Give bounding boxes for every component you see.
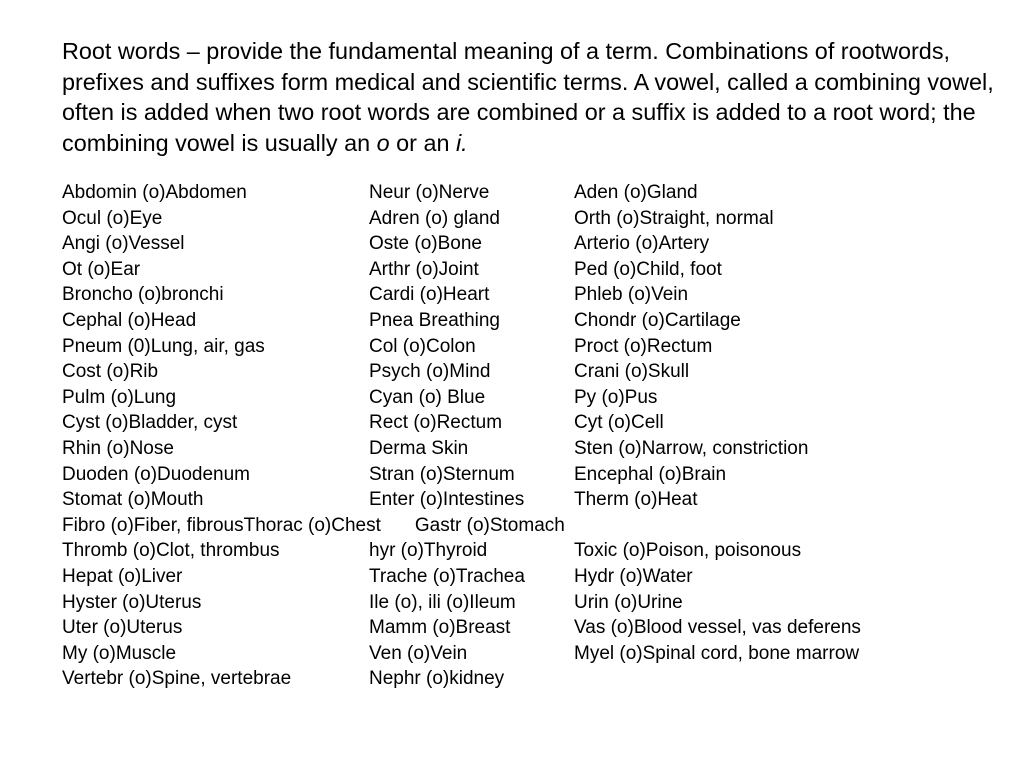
term-cell: hyr (o)Thyroid [369,540,488,562]
term-cell: Urin (o)Urine [574,591,683,613]
term-cell: Encephal (o)Brain [574,463,727,485]
intro-italic-o: o [376,129,390,156]
term-cell: Cost (o)Rib [62,361,159,383]
table-row [62,513,962,539]
table-row [62,231,962,257]
term-cell: Pnea Breathing [369,309,500,331]
table-row [62,410,962,436]
term-cell: Hyster (o)Uterus [62,591,202,613]
term-cell: Ocul (o)Eye [62,207,163,229]
term-cell: Mamm (o)Breast [369,617,511,639]
term-cell: Uter (o)Uterus [62,617,183,639]
table-row [62,641,962,667]
table-row [62,206,962,232]
term-cell: Col (o)Colon [369,335,476,357]
term-cell: Oste (o)Bone [369,233,482,255]
term-cell: Cephal (o)Head [62,309,197,331]
term-cell: Toxic (o)Poison, poisonous [574,540,802,562]
term-cell: Proct (o)Rectum [574,335,713,357]
term-cell: Py (o)Pus [574,386,658,408]
term-cell: Ot (o)Ear [62,258,141,280]
table-row [62,666,962,692]
term-cell: Enter (o)Intestines [369,489,525,511]
table-row [62,590,962,616]
intro-paragraph [62,36,1002,158]
term-cell: Cyst (o)Bladder, cyst [62,412,238,434]
term-cell: Cardi (o)Heart [369,284,490,306]
term-cell: Sten (o)Narrow, constriction [574,437,809,459]
term-cell: Ven (o)Vein [369,642,468,664]
table-row [62,257,962,283]
table-row [62,487,962,513]
table-row [62,615,962,641]
table-row [62,282,962,308]
term-cell: Nephr (o)kidney [369,668,505,690]
term-cell: Cyan (o) Blue [369,386,486,408]
term-cell: Myel (o)Spinal cord, bone marrow [574,642,860,664]
table-row [62,564,962,590]
term-cell: Neur (o)Nerve [369,182,490,203]
term-cell: Broncho (o)bronchi [62,284,224,306]
term-cell: Chondr (o)Cartilage [574,309,741,331]
term-cell: Fibro (o)Fiber, fibrous [62,514,244,536]
table-row [62,180,962,206]
table-row [62,436,962,462]
term-cell: Duoden (o)Duodenum [62,463,251,485]
term-cell: Abdomin (o)Abdomen [62,182,247,203]
term-cell: Vas (o)Blood vessel, vas deferens [574,617,861,639]
intro-text-between: or an [389,129,456,156]
table-row [62,308,962,334]
term-cell: Ped (o)Child, foot [574,258,722,280]
term-cell: Hepat (o)Liver [62,565,183,587]
term-cell: Ile (o), ili (o)Ileum [369,591,516,613]
term-cell: Thorac (o)Chest [243,514,381,536]
term-cell: Pneum (0)Lung, air, gas [62,335,265,357]
term-cell: Derma Skin [369,437,469,459]
table-row [62,538,962,564]
intro-italic-i: i. [455,129,468,156]
term-cell: Crani (o)Skull [574,361,690,383]
term-cell: Thromb (o)Clot, thrombus [62,540,280,562]
table-row [62,462,962,488]
table-row [62,385,962,411]
term-cell: Orth (o)Straight, normal [574,207,774,229]
intro-text: Root words – provide the fundamental meaning of a term. Combinations of rootwords, prefixes and suffixes form medical and scientific terms. A vowel, called a combining vowel, often is added when two root words are combined or a suffix is added to a root word; the combining vowel is usually an [62,38,994,156]
term-cell: Aden (o)Gland [574,182,698,203]
table-row [62,334,962,360]
root-words-table [62,180,962,692]
term-cell: Therm (o)Heat [574,489,698,511]
term-cell: Trache (o)Trachea [369,565,525,587]
term-cell: Pulm (o)Lung [62,386,177,408]
term-cell: Stran (o)Sternum [369,463,515,485]
term-cell: Phleb (o)Vein [574,284,689,306]
table-row [62,359,962,385]
term-cell: Gastr (o)Stomach [414,514,565,536]
term-cell: Vertebr (o)Spine, vertebrae [62,668,292,690]
term-cell: Rhin (o)Nose [62,437,174,459]
term-cell: Arthr (o)Joint [369,258,479,280]
term-cell: Hydr (o)Water [574,565,693,587]
term-cell: Psych (o)Mind [369,361,491,383]
term-cell: Arterio (o)Artery [574,233,710,255]
term-cell: Rect (o)Rectum [369,412,503,434]
term-cell: Stomat (o)Mouth [62,489,204,511]
term-cell: My (o)Muscle [62,642,177,664]
term-cell: Adren (o) gland [369,207,500,229]
term-cell: Angi (o)Vessel [62,233,185,255]
term-cell: Cyt (o)Cell [574,412,664,434]
